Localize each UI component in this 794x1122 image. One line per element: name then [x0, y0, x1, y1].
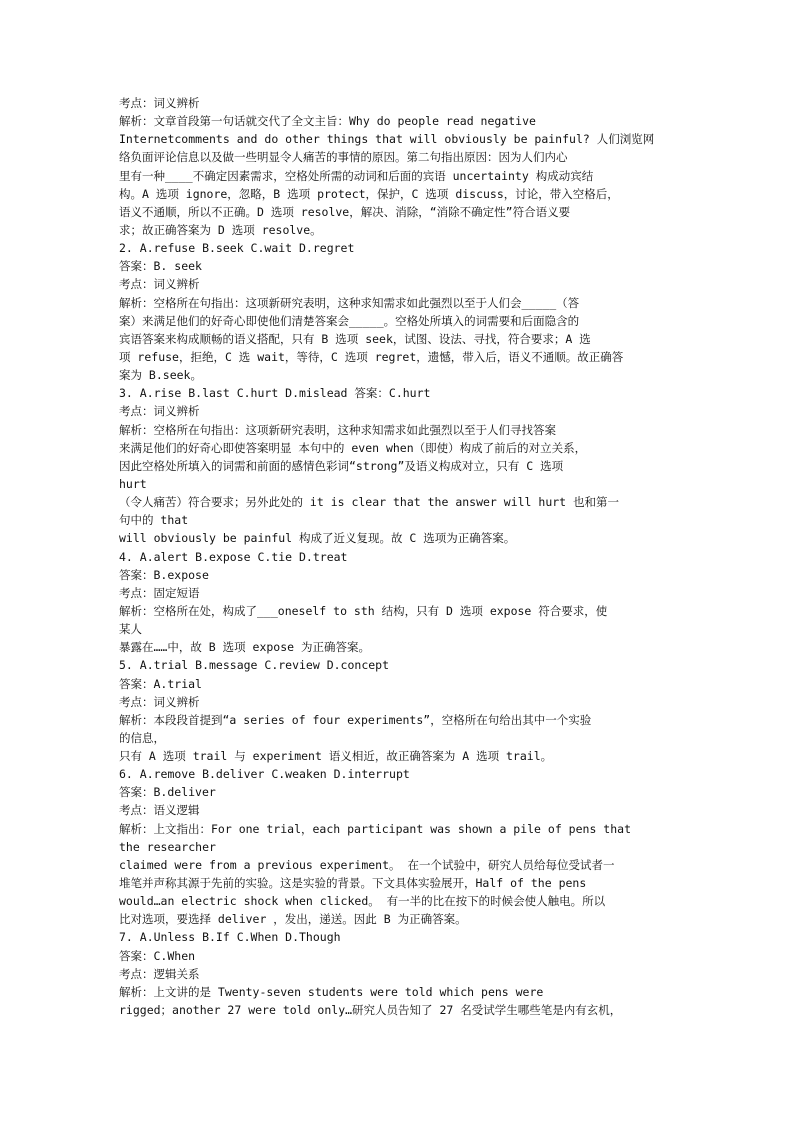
text-line: 语义不通顺，所以不正确。D 选项 resolve，解决、消除，“消除不确定性”符合语义要 — [119, 204, 571, 219]
text-line: 考点：词义辨析 — [119, 694, 200, 709]
answer-line: 答案：B.expose — [119, 567, 209, 582]
text-line: 来满足他们的好奇心即使答案明显 本句中的 even when（即使）构成了前后的对立关系， — [119, 440, 587, 455]
text-line: 解析：上文讲的是 Twenty-seven students were told which pens were — [119, 984, 544, 999]
text-line: Internetcomments and do other things that will obviously be painful? 人们浏览网 — [119, 132, 655, 147]
text-line: 宾语答案来构成顺畅的语义搭配，只有 B 选项 seek，试图、设法、寻找，符合要求；A 选 — [119, 331, 591, 346]
text-line: 因此空格处所填入的词需和前面的感情色彩词“strong”及语义构成对立，只有 C 选项 — [119, 458, 564, 473]
text-line: 案）来满足他们的好奇心即使他们清楚答案会_____。空格处所填入的词需要和后面隐含的 — [119, 313, 580, 328]
text-line: 解析：上文指出：For one trial，each participant was shown a pile of pens that — [119, 821, 631, 836]
answer-line: 答案：B. seek — [119, 259, 202, 274]
text-line: 句中的 that — [119, 513, 189, 528]
answer-line: 答案：B.deliver — [119, 785, 216, 800]
text-line: will obviously be painful 构成了近义复现。故 C 选项为正确答案。 — [119, 531, 516, 546]
text-line: 解析：空格所在句指出：这项新研究表明，这种求知需求如此强烈以至于人们会_____（答 — [119, 295, 580, 310]
text-line: 堆笔并声称其源于先前的实验。这是实验的背景。下文具体实验展开，Half of the pens — [119, 876, 587, 891]
question-options: 5. A.trial B.message C.review D.concept — [119, 658, 390, 673]
text-line: 求；故正确答案为 D 选项 resolve。 — [119, 222, 322, 237]
text-line: rigged；another 27 were told only…研究人员告知了 27 名受试学生哪些笔是内有玄机， — [119, 1003, 622, 1018]
text-line: 某人 — [119, 622, 142, 637]
text-line: 案为 B.seek。 — [119, 368, 202, 383]
question-options: 4. A.alert B.expose C.tie D.treat — [119, 549, 348, 564]
text-line: 解析：本段段首提到“a series of four experiments”，空格所在句给出其中一个实验 — [119, 712, 592, 727]
text-line: 络负面评论信息以及做一些明显令人痛苦的事情的原因。第二句指出原因：因为人们内心 — [119, 150, 568, 165]
text-line: claimed were from a previous experiment。 在一个试验中，研究人员给每位受试者一 — [119, 857, 615, 872]
text-line: 构。A 选项 ignore，忽略，B 选项 protect，保护，C 选项 discuss，讨论，带入空格后， — [119, 186, 619, 201]
answer-line: 答案：C.When — [119, 948, 196, 963]
question-options: 2. A.refuse B.seek C.wait D.regret — [119, 241, 355, 256]
text-line: 考点：词义辨析 — [119, 277, 200, 292]
text-line: 解析：空格所在处，构成了___oneself to sth 结构，只有 D 选项 expose 符合要求，使 — [119, 603, 608, 618]
text-line: 考点：词义辨析 — [119, 96, 200, 110]
text-line: 里有一种____不确定因素需求，空格处所需的动词和后面的宾语 uncertainty 构成动宾结 — [119, 168, 594, 183]
document-body — [119, 94, 679, 1019]
text-line: 只有 A 选项 trail 与 experiment 语义相近，故正确答案为 A 选项 trail。 — [119, 749, 553, 764]
answer-line: 答案：A.trial — [119, 676, 202, 691]
text-line: 解析：空格所在句指出：这项新研究表明，这种求知需求如此强烈以至于人们寻找答案 — [119, 422, 556, 437]
text-line: 暴露在……中，故 B 选项 expose 为正确答案。 — [119, 640, 371, 655]
text-line: 考点：语义逻辑 — [119, 803, 200, 818]
text-line: 项 refuse，拒绝，C 选 wait，等待，C 选项 regret，遗憾，带入后，语义不通顺。故正确答 — [119, 349, 624, 364]
text-line: 的信息， — [119, 730, 165, 745]
text-line: （令人痛苦）符合要求；另外此处的 it is clear that the answer will hurt 也和第一 — [119, 495, 620, 510]
question-options: 7. A.Unless B.If C.When D.Though — [119, 930, 341, 945]
question-options: 3. A.rise B.last C.hurt D.mislead 答案：C.hurt — [119, 386, 431, 401]
text-line: hurt — [119, 476, 147, 491]
text-line: 考点：逻辑关系 — [119, 966, 200, 981]
text-line: 考点：固定短语 — [119, 585, 200, 600]
text-line: would…an electric shock when clicked。 有一半的比在按下的时候会使人触电。所以 — [119, 894, 606, 909]
text-line: 考点：词义辨析 — [119, 404, 200, 419]
text-line: the researcher — [119, 839, 216, 854]
text-line: 解析：文章首段第一句话就交代了全文主旨：Why do people read negative — [119, 114, 536, 129]
text-line: 比对选项，要选择 deliver ，发出，递送。因此 B 为正确答案。 — [119, 912, 467, 927]
question-options: 6. A.remove B.deliver C.weaken D.interrupt — [119, 767, 410, 782]
